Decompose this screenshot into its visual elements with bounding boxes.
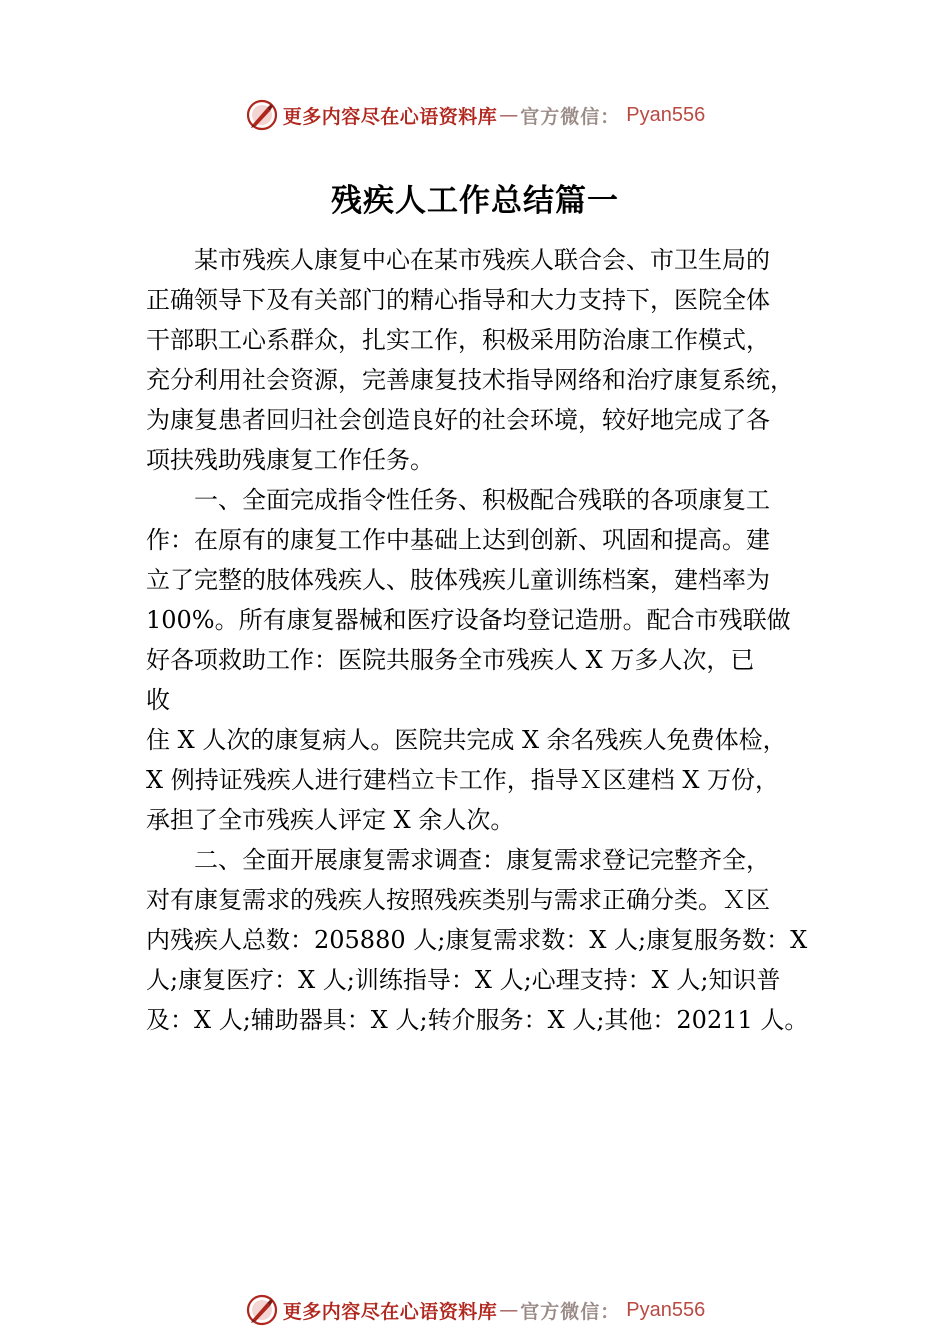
- paragraph-intro: [146, 240, 826, 480]
- text-line: 某市残疾人康复中心在某市残疾人联合会、市卫生局的: [194, 246, 770, 274]
- document-title: 残疾人工作总结篇一: [331, 183, 619, 219]
- text-line: 干部职工心系群众，扎实工作，积极采用防治康工作模式，: [146, 326, 770, 354]
- text-line: 人;康复医疗：X 人;训练指导：X 人;心理支持：X 人;知识普: [146, 966, 781, 994]
- text-line: 充分利用社会资源，完善康复技术指导网络和治疗康复系统，: [146, 366, 794, 394]
- text-line: 及：X 人;辅助器具：X 人;转介服务：X 人;其他：20211 人。: [146, 1006, 809, 1034]
- banner-separator: —: [499, 1299, 519, 1321]
- text-line: 作：在原有的康复工作中基础上达到创新、巩固和提高。建: [146, 526, 770, 554]
- text-line: 承担了全市残疾人评定 X 余人次。: [146, 806, 515, 834]
- pen-logo-icon: [245, 98, 279, 132]
- banner-wechat-label: 官方微信：: [520, 1300, 621, 1323]
- text-line: X 例持证残疾人进行建档立卡工作，指导Ｘ区建档 X 万份，: [146, 766, 780, 794]
- text-line: 项扶残助残康复工作任务。: [146, 446, 434, 474]
- paragraph-section-one: [146, 480, 826, 840]
- text-line: 二、全面开展康复需求调查：康复需求登记完整齐全，: [194, 846, 770, 874]
- banner-wechat-label: 官方微信：: [520, 105, 621, 128]
- text-line: 收: [146, 686, 170, 714]
- text-line: 100%。所有康复器械和医疗设备均登记造册。配合市残联做: [146, 606, 791, 634]
- footer-banner: [0, 1290, 950, 1330]
- banner-wechat-account: Pyan556: [626, 103, 706, 126]
- paragraph-section-two: [146, 840, 826, 1040]
- text-line: 立了完整的肢体残疾人、肢体残疾儿童训练档案，建档率为: [146, 566, 770, 594]
- text-line: 内残疾人总数：205880 人;康复需求数：X 人;康复服务数：X: [146, 926, 808, 954]
- banner-separator: —: [499, 104, 519, 126]
- document-body: [146, 240, 826, 1040]
- banner-wechat-account: Pyan556: [626, 1298, 706, 1321]
- text-line: 对有康复需求的残疾人按照残疾类别与需求正确分类。Ｘ区: [146, 886, 770, 914]
- banner-library-text: 更多内容尽在心语资料库: [282, 105, 498, 128]
- text-line: 好各项救助工作：医院共服务全市残疾人 X 万多人次，已: [146, 646, 755, 674]
- banner-library-text: 更多内容尽在心语资料库: [282, 1300, 498, 1323]
- header-banner: [0, 95, 950, 135]
- text-line: 住 X 人次的康复病人。医院共完成 X 余名残疾人免费体检，: [146, 726, 787, 754]
- text-line: 正确领导下及有关部门的精心指导和大力支持下，医院全体: [146, 286, 770, 314]
- text-line: 为康复患者回归社会创造良好的社会环境，较好地完成了各: [146, 406, 770, 434]
- pen-logo-icon: [245, 1293, 279, 1327]
- text-line: 一、全面完成指令性任务、积极配合残联的各项康复工: [194, 486, 770, 514]
